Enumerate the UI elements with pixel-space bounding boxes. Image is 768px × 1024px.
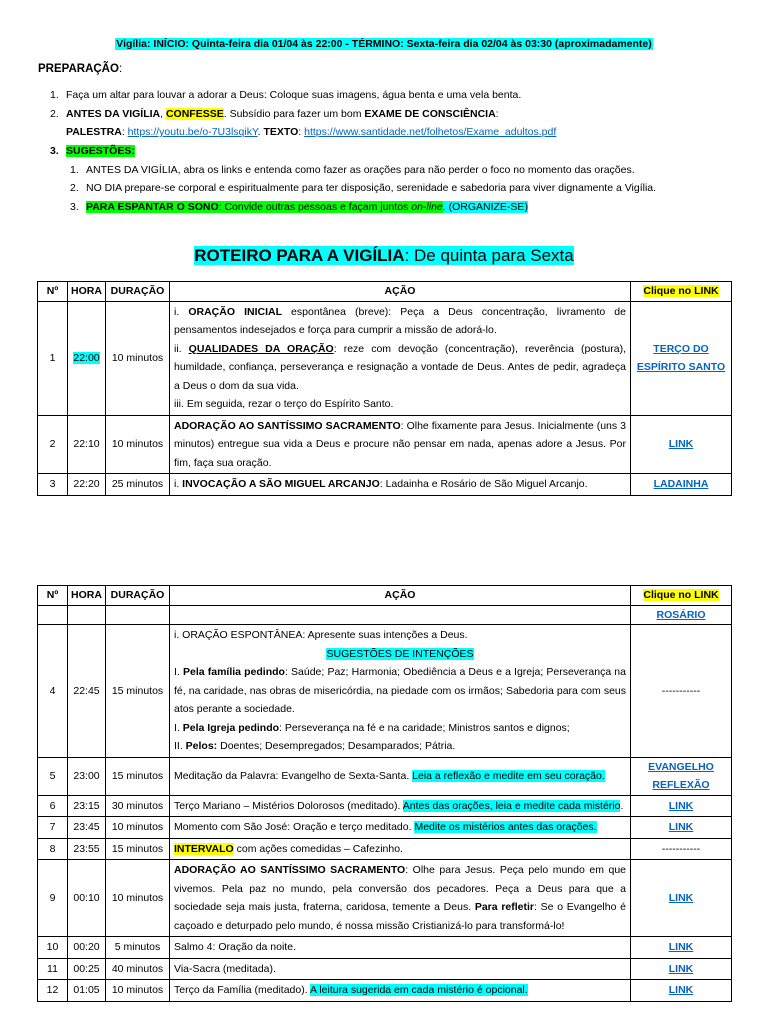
- sugestao-1: 1. ANTES DA VIGÍLIA, abra os links e entenda como fazer as orações para não perder o foco no momento das orações.: [70, 164, 635, 176]
- table-row: 12 01:05 10 minutos Terço da Família (meditado). A leitura sugerida em cada mistério é opcional. LINK: [38, 980, 732, 1002]
- rosario-link[interactable]: ROSÁRIO: [656, 608, 706, 621]
- terco-espirito-santo-link[interactable]: TERÇO DO ESPÍRITO SANTO: [636, 342, 726, 373]
- reflexao-link[interactable]: REFLEXÃO: [652, 779, 710, 791]
- table-row: 10 00:20 5 minutos Salmo 4: Oração da noite. LINK: [38, 937, 732, 959]
- table-row: 4 22:45 15 minutos i. ORAÇÃO ESPONTÂNEA: Apresente suas intenções a Deus. SUGESTÕES DE INTENÇÕES I. Pela família pedindo: Saúde; Paz; Harmonia; Obediência a Deus e a Igreja; Perseverança na fé, na caridade, nas obras de misericórdia, na piedade com os irmãos; Sabedoria para com seus atos perante a sociedade. I. Pela Igreja pedindo: Perseverança na fé e na caridade; Ministros santos e dignos; II. Pelos: Doentes; Desempregados; Desamparados; Pátria. -----------: [38, 625, 732, 758]
- terco-familia-link[interactable]: LINK: [668, 984, 694, 996]
- table-row: 6 23:15 30 minutos Terço Mariano – Mistérios Dolorosos (meditado). Antes das orações, leia e medite cada mistério. LINK: [38, 795, 732, 817]
- palestra-link[interactable]: https://youtu.be/o-7U3lsqikY: [127, 126, 258, 138]
- table-row: 8 23:55 15 minutos INTERVALO com ações comedidas – Cafezinho. -----------: [38, 838, 732, 860]
- via-sacra-link[interactable]: LINK: [668, 962, 694, 975]
- table-header: Nº HORA DURAÇÃO AÇÃO Clique no LINK: [38, 282, 732, 302]
- prep-item-2: 2. ANTES DA VIGÍLIA, CONFESSE. Subsídio para fazer um bom EXAME DE CONSCIÊNCIA:: [50, 108, 499, 120]
- adoracao-link[interactable]: LINK: [668, 438, 694, 450]
- table-row: 5 23:00 15 minutos Meditação da Palavra: Evangelho de Sexta-Santa. Leia a reflexão e medite em seu coração. EVANGELHO REFLEXÃO: [38, 757, 732, 795]
- table-row: 7 23:45 10 minutos Momento com São José: Oração e terço meditado. Medite os mistérios antes das orações. LINK: [38, 817, 732, 839]
- prep-item-3: 3. SUGESTÕES:: [50, 145, 135, 157]
- table-header: Nº HORA DURAÇÃO AÇÃO Clique no LINK: [38, 586, 732, 606]
- sao-jose-link[interactable]: LINK: [668, 821, 694, 833]
- texto-link[interactable]: https://www.santidade.net/folhetos/Exame_adultos.pdf: [304, 126, 557, 138]
- prep-title: PREPARAÇÃO:: [38, 63, 123, 75]
- sugestao-3: 3. PARA ESPANTAR O SONO: Convide outras pessoas e façam juntos on-line. (ORGANIZE-SE): [70, 201, 528, 213]
- evangelho-link[interactable]: EVANGELHO: [648, 760, 714, 773]
- schedule-table-1: [37, 281, 732, 496]
- terco-mariano-link[interactable]: LINK: [668, 799, 694, 812]
- table-row: 9 00:10 10 minutos ADORAÇÃO AO SANTÍSSIMO SACRAMENTO: Olhe para Jesus. Peça pelo mundo em que vivemos. Pela paz no mundo, pela conversão dos pecadores. Peça a Deus para que a sociedade seja mais justa, fraterna, caridosa, temente a Deus. Para refletir: Se o Evangelho é caçoado e deturpado pelo mundo, é nossa missão Cristianizá-lo para transformá-lo! LINK: [38, 860, 732, 937]
- table-row: 3 22:20 25 minutos i. INVOCAÇÃO A SÃO MIGUEL ARCANJO: Ladainha e Rosário de São Miguel Arcanjo. LADAINHA: [38, 474, 732, 496]
- table-row: 11 00:25 40 minutos Via-Sacra (meditada). LINK: [38, 958, 732, 980]
- vigil-banner: Vigília: INÍCIO: Quinta-feira dia 01/04 às 22:00 - TÉRMINO: Sexta-feira dia 02/04 às 03:30 (aproximadamente): [116, 38, 652, 50]
- table-row: 1 22:00 10 minutos i. ORAÇÃO INICIAL espontânea (breve): Peça a Deus concentração, livramento de pensamentos indesejados e força para cumprir a missão de adorá-lo. ii. QUALIDADES DA ORAÇÃO: reze com devoção (concentração), reverência (postura), humildade, confiança, perseverança e resignação a vontade de Deus. Antes de pedir, agradeça a Deus o dom da sua vida. iii. Em seguida, rezar o terço do Espírito Santo. TERÇO DO ESPÍRITO SANTO: [38, 301, 732, 415]
- sugestao-2: 2. NO DIA prepare-se corporal e espiritualmente para ter disposição, serenidade e sabedoria para viver dignamente a Vigília.: [70, 182, 657, 194]
- ladainha-link[interactable]: LADAINHA: [653, 478, 709, 490]
- prep-item-1: 1. Faça um altar para louvar a adorar a Deus: Coloque suas imagens, água benta e uma vela benta.: [50, 89, 522, 101]
- schedule-table-2: [37, 585, 732, 1002]
- prep-links: PALESTRA: https://youtu.be/o-7U3lsqikY. TEXTO: https://www.santidade.net/folhetos/Exame_adultos.pdf: [66, 126, 557, 138]
- salmo-link[interactable]: LINK: [668, 941, 694, 953]
- adoracao-2-link[interactable]: LINK: [668, 891, 694, 904]
- table-row: [38, 605, 732, 625]
- page-title: ROTEIRO PARA A VIGÍLIA: De quinta para Sexta: [194, 246, 574, 265]
- table-row: 2 22:10 10 minutos ADORAÇÃO AO SANTÍSSIMO SACRAMENTO: Olhe fixamente para Jesus. Inicialmente (uns 3 minutos) entregue sua vida a Deus e procure não pensar em nada, apenas adore a Jesus. Por fim, faça sua oração. LINK: [38, 415, 732, 474]
